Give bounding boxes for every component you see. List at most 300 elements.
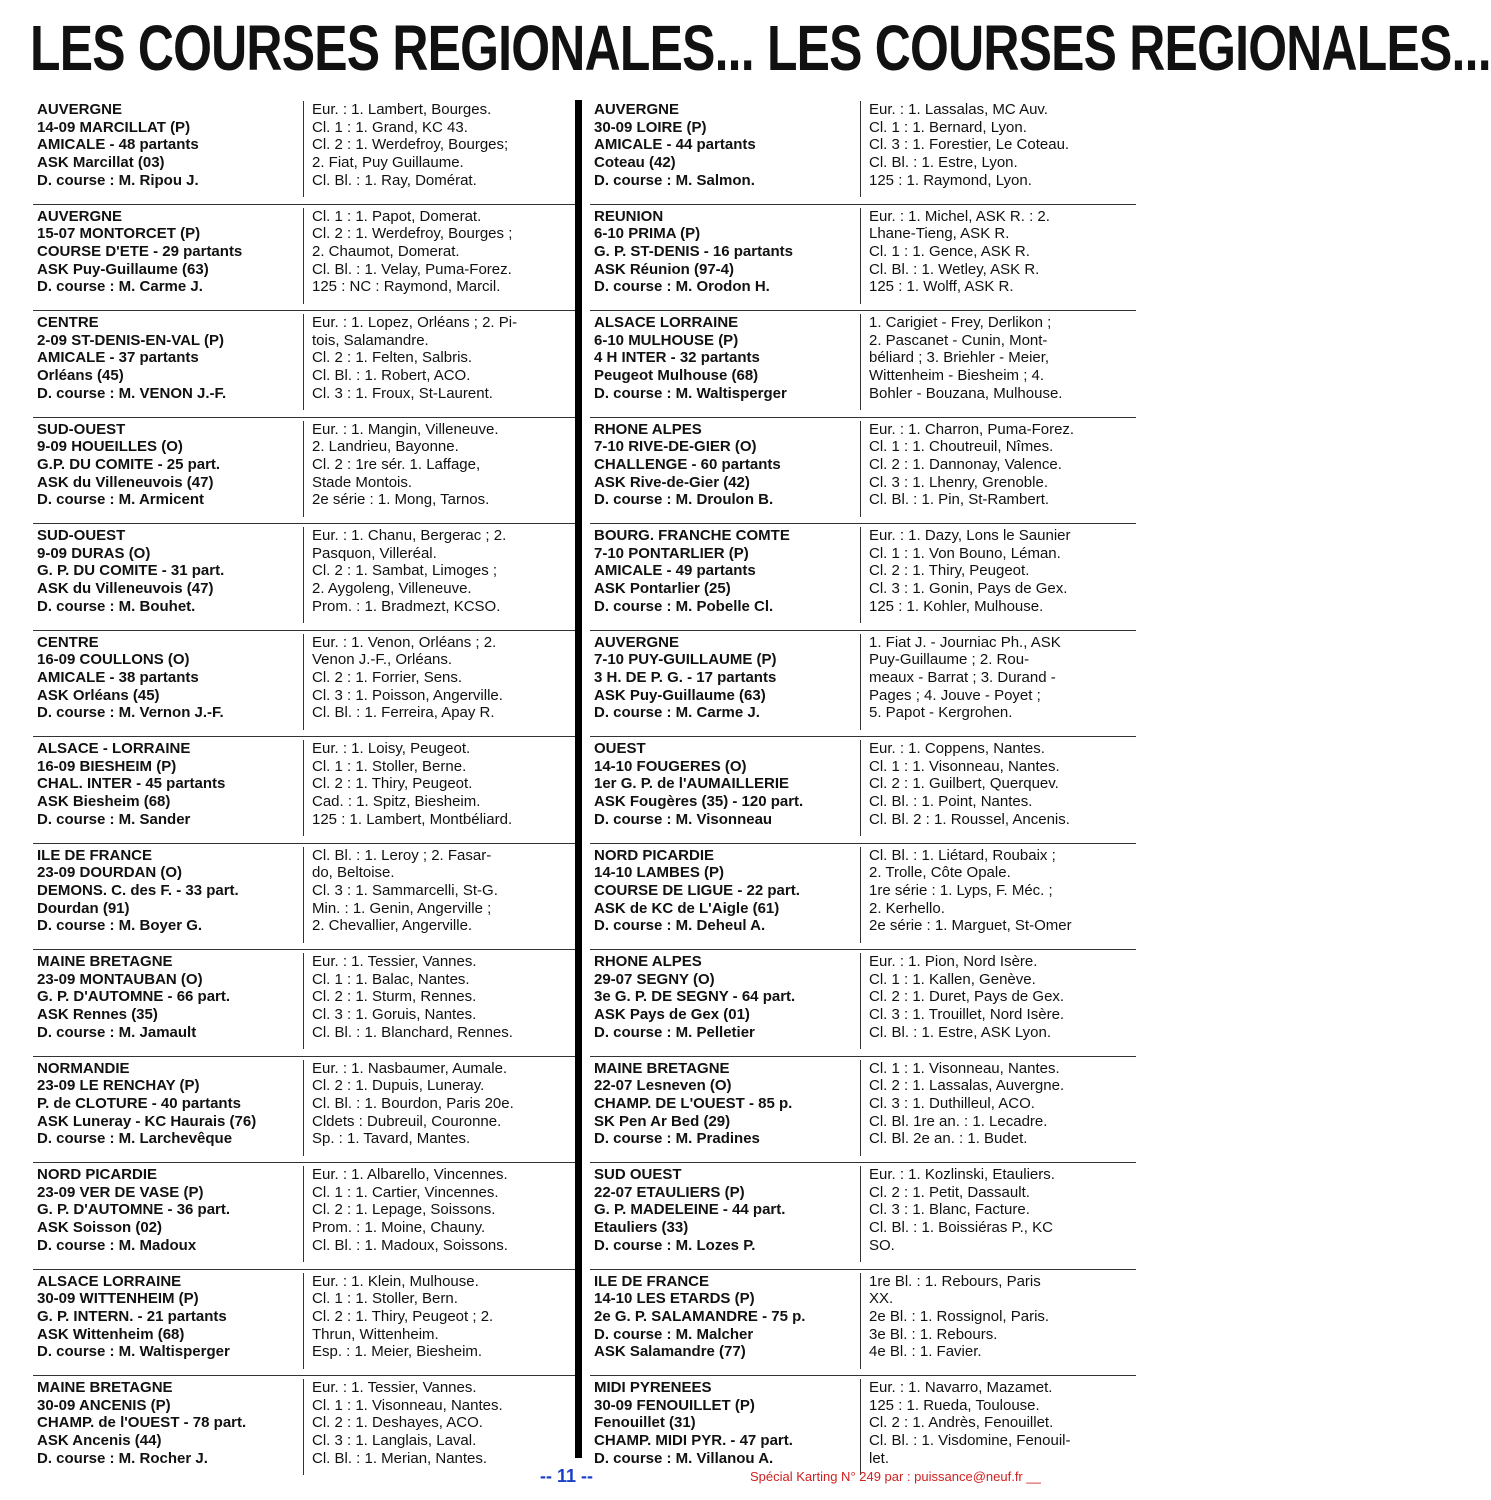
race-info-line: 23-09 DOURDAN (O) <box>37 864 183 882</box>
result-line: Cl. 2 : 1re sér. 1. Laffage, <box>312 455 481 473</box>
result-line: Cl. 2 : 1. Dupuis, Luneray. <box>312 1077 485 1095</box>
race-info-line: 23-09 LE RENCHAY (P) <box>37 1077 200 1095</box>
race-results <box>303 1166 575 1262</box>
race-info-line: Peugeot Mulhouse (68) <box>594 367 759 385</box>
race-info-line: D. course : M. Salmon. <box>594 171 755 189</box>
result-line: let. <box>869 1449 890 1467</box>
result-line: Eur. : 1. Mangin, Villeneuve. <box>312 420 499 438</box>
race-info-line: ASK Puy-Guillaume (63) <box>594 686 766 704</box>
race-info-line: ASK Réunion (97-4) <box>594 260 735 278</box>
race-info-line: 7-10 PUY-GUILLAUME (P) <box>594 651 777 669</box>
race-info <box>37 634 299 723</box>
race-results <box>860 634 1132 730</box>
race-info-line: D. course : M. Deheul A. <box>594 917 766 935</box>
race-info-line: RHONE ALPES <box>594 953 702 970</box>
race-results <box>860 101 1132 197</box>
race-info-line: G. P. INTERN. - 21 partants <box>37 1307 227 1325</box>
race-entry <box>33 950 579 1057</box>
result-line: Cl. 2 : 1. Duret, Pays de Gex. <box>869 988 1065 1006</box>
result-line: Cl. 2 : 1. Thiry, Peugeot ; 2. <box>312 1307 494 1325</box>
result-line: Eur. : 1. Nasbaumer, Aumale. <box>312 1059 508 1077</box>
result-line: Wittenheim - Biesheim ; 4. <box>869 367 1045 385</box>
result-line: Cl. 2 : 1. Werdefroy, Bourges; <box>312 136 509 154</box>
result-line: Cl. 2 : 1. Sturm, Rennes. <box>312 988 477 1006</box>
race-info-line: 2-09 ST-DENIS-EN-VAL (P) <box>37 331 224 349</box>
race-info <box>37 847 299 936</box>
result-line: Eur. : 1. Lopez, Orléans ; 2. Pi- <box>312 314 518 331</box>
result-line: 1. Fiat J. - Journiac Ph., ASK <box>869 633 1061 651</box>
race-entry <box>590 1057 1136 1164</box>
result-line: Venon J.-F., Orléans. <box>312 651 453 669</box>
result-line: Cl. Bl. : 1. Leroy ; 2. Fasar- <box>312 846 492 864</box>
race-info <box>594 1166 856 1255</box>
race-info-line: Fenouillet (31) <box>594 1414 696 1432</box>
race-entry <box>590 844 1136 951</box>
race-info-line: G. P. D'AUTOMNE - 66 part. <box>37 988 231 1006</box>
race-info-line: SUD-OUEST <box>37 527 126 544</box>
race-info <box>37 314 299 403</box>
race-info <box>594 421 856 510</box>
result-line: Cl. 2 : 1. Petit, Dassault. <box>869 1183 1030 1201</box>
race-info-line: D. course : M. Carme J. <box>594 704 760 722</box>
race-results <box>303 847 575 943</box>
race-info-line: CHAMP. de l'OUEST - 78 part. <box>37 1414 247 1432</box>
race-info-line: ASK Marcillat (03) <box>37 154 165 172</box>
result-line: Prom. : 1. Bradmezt, KCSO. <box>312 597 501 615</box>
race-entry <box>590 950 1136 1057</box>
race-info-line: SUD OUEST <box>594 1166 682 1183</box>
result-line: Cl. Bl. : 1. Point, Nantes. <box>869 793 1033 811</box>
race-info-line: CHAMP. DE L'OUEST - 85 p. <box>594 1094 793 1112</box>
result-line: Cl. 2 : 1. Lepage, Soissons. <box>312 1201 496 1219</box>
race-info-line: 7-10 PONTARLIER (P) <box>594 544 749 562</box>
race-info-line: OUEST <box>594 740 646 757</box>
result-line: 2e Bl. : 1. Rossignol, Paris. <box>869 1307 1050 1325</box>
race-info-line: NORD PICARDIE <box>594 846 715 864</box>
race-info-line: REUNION <box>594 207 664 225</box>
race-results <box>860 314 1132 410</box>
race-results <box>303 527 575 623</box>
result-line: Eur. : 1. Klein, Mulhouse. <box>312 1272 479 1290</box>
result-line: Cl. Bl. : 1. Estre, ASK Lyon. <box>869 1023 1052 1041</box>
race-info-line: CENTRE <box>37 633 99 651</box>
race-info-line: G. P. DU COMITE - 31 part. <box>37 562 225 580</box>
result-line: Eur. : 1. Kozlinski, Etauliers. <box>869 1166 1055 1183</box>
race-info-line: CENTRE <box>37 314 99 331</box>
race-results <box>860 953 1132 1049</box>
result-line: Cl. 2 : 1. Dannonay, Valence. <box>869 455 1062 473</box>
result-line: Cl. 3 : 1. Lhenry, Grenoble. <box>869 473 1048 491</box>
race-info-line: AUVERGNE <box>37 207 123 225</box>
race-info-line: ASK Biesheim (68) <box>37 793 171 811</box>
race-info <box>594 953 856 1042</box>
race-info-line: 1er G. P. de l'AUMAILLERIE <box>594 775 789 793</box>
result-line: 1re Bl. : 1. Rebours, Paris <box>869 1272 1041 1290</box>
result-line: Cl. Bl. : 1. Robert, ACO. <box>312 367 471 385</box>
result-line: Lhane-Tieng, ASK R. <box>869 225 1010 243</box>
race-entry <box>33 1376 579 1483</box>
race-info-line: NORD PICARDIE <box>37 1166 158 1183</box>
race-info-line: Dourdan (91) <box>37 899 130 917</box>
race-info-line: 14-10 LES ETARDS (P) <box>594 1290 755 1308</box>
race-results <box>860 1166 1132 1262</box>
race-results <box>303 740 575 836</box>
race-info-line: 16-09 COULLONS (O) <box>37 651 190 669</box>
result-line: 125 : 1. Raymond, Lyon. <box>869 171 1032 189</box>
race-info-line: ALSACE LORRAINE <box>37 1272 182 1290</box>
race-info-line: G. P. D'AUTOMNE - 36 part. <box>37 1201 231 1219</box>
race-results <box>303 421 575 517</box>
race-entry <box>590 524 1136 631</box>
result-line: Min. : 1. Genin, Angerville ; <box>312 899 492 917</box>
result-line: XX. <box>869 1290 894 1308</box>
result-line: do, Beltoise. <box>312 864 395 882</box>
race-info-line: ALSACE - LORRAINE <box>37 740 191 757</box>
result-line: Eur. : 1. Dazy, Lons le Saunier <box>869 527 1071 544</box>
result-line: Esp. : 1. Meier, Biesheim. <box>312 1343 483 1361</box>
race-info-line: COURSE D'ETE - 29 partants <box>37 242 243 260</box>
result-line: 2. Aygoleng, Villeneuve. <box>312 580 472 598</box>
race-info-line: 3 H. DE P. G. - 17 partants <box>594 668 777 686</box>
race-info-line: D. course : M. Sander <box>37 810 191 828</box>
race-entry <box>33 631 579 738</box>
result-line: Cl. 2 : 1. Forrier, Sens. <box>312 668 463 686</box>
race-entry <box>33 844 579 951</box>
race-info-line: BOURG. FRANCHE COMTE <box>594 527 790 544</box>
race-info-line: ASK du Villeneuvois (47) <box>37 580 214 598</box>
result-line: Cad. : 1. Spitz, Biesheim. <box>312 793 481 811</box>
race-results <box>303 634 575 730</box>
race-info-line: ASK de KC de L'Aigle (61) <box>594 899 780 917</box>
race-entry <box>590 631 1136 738</box>
page-title: LES COURSES REGIONALES... LES COURSES REGIONALES... <box>30 12 1491 84</box>
race-entry <box>590 98 1136 205</box>
race-entry <box>590 205 1136 312</box>
result-line: Cl. 3 : 1. Sammarcelli, St-G. <box>312 881 498 899</box>
result-line: Cl. Bl. : 1. Boissiéras P., KC <box>869 1219 1053 1237</box>
race-info-line: 14-10 LAMBES (P) <box>594 864 725 882</box>
result-line: Thrun, Wittenheim. <box>312 1325 439 1343</box>
race-info-line: Coteau (42) <box>594 154 676 172</box>
result-line: Cl. Bl. : 1. Ray, Domérat. <box>312 171 477 189</box>
result-line: Cl. 3 : 1. Langlais, Laval. <box>312 1432 477 1450</box>
result-line: Cl. 3 : 1. Froux, St-Laurent. <box>312 384 493 402</box>
race-info-line: Etauliers (33) <box>594 1219 689 1237</box>
race-info-line: AUVERGNE <box>594 101 680 118</box>
race-info-line: D. course : M. Pobelle Cl. <box>594 597 774 615</box>
result-line: 1. Carigiet - Frey, Derlikon ; <box>869 314 1052 331</box>
result-line: Eur. : 1. Charron, Puma-Forez. <box>869 420 1075 438</box>
race-info-line: D. course : M. Ripou J. <box>37 171 199 189</box>
race-info-line: Orléans (45) <box>37 367 124 385</box>
race-info-line: 30-09 WITTENHEIM (P) <box>37 1290 199 1308</box>
result-line: Cl. Bl. 1re an. : 1. Lecadre. <box>869 1112 1048 1130</box>
result-line: Cl. 2 : 1. Thiry, Peugeot. <box>312 775 473 793</box>
result-line: Cl. 1 : 1. Papot, Domerat. <box>312 207 482 225</box>
result-line: 2. Chevallier, Angerville. <box>312 917 473 935</box>
footer-credit: Spécial Karting N° 249 par : puissance@neuf.fr __ <box>750 1469 1041 1484</box>
race-info-line: 9-09 DURAS (O) <box>37 544 151 562</box>
race-results <box>303 1273 575 1369</box>
result-line: Cl. 3 : 1. Forestier, Le Coteau. <box>869 136 1070 154</box>
race-entry <box>590 1376 1136 1483</box>
result-line: Cl. 1 : 1. Balac, Nantes. <box>312 970 470 988</box>
result-line: Puy-Guillaume ; 2. Rou- <box>869 651 1030 669</box>
race-info-line: 23-09 VER DE VASE (P) <box>37 1183 204 1201</box>
race-info-line: ASK Wittenheim (68) <box>37 1325 185 1343</box>
race-info-line: NORMANDIE <box>37 1059 130 1077</box>
race-info-line: ASK Pontarlier (25) <box>594 580 731 598</box>
right-column <box>590 98 1136 1483</box>
race-info <box>37 740 299 829</box>
race-info-line: MAINE BRETAGNE <box>594 1059 730 1077</box>
result-line: Cl. Bl. : 1. Ferreira, Apay R. <box>312 704 495 722</box>
race-entry <box>33 205 579 312</box>
result-line: Eur. : 1. Lassalas, MC Auv. <box>869 101 1048 118</box>
result-line: Eur. : 1. Coppens, Nantes. <box>869 740 1045 757</box>
race-info-line: ASK du Villeneuvois (47) <box>37 473 214 491</box>
result-line: Eur. : 1. Navarro, Mazamet. <box>869 1379 1053 1396</box>
race-info-line: D. course : M. Lozes P. <box>594 1236 756 1254</box>
race-info-line: D. course : M. Waltisperger <box>37 1343 230 1361</box>
race-results <box>860 740 1132 836</box>
result-line: Cl. 1 : 1. Stoller, Berne. <box>312 757 467 775</box>
result-line: Cl. Bl. : 1. Merian, Nantes. <box>312 1449 488 1467</box>
race-info-line: 14-10 FOUGERES (O) <box>594 757 747 775</box>
race-info <box>37 101 299 190</box>
race-info-line: D. course : M. Vernon J.-F. <box>37 704 224 722</box>
result-line: Cl. Bl. : 1. Liétard, Roubaix ; <box>869 846 1056 864</box>
race-info-line: CHAMP. MIDI PYR. - 47 part. <box>594 1432 793 1450</box>
result-line: Cl. 1 : 1. Choutreuil, Nîmes. <box>869 438 1054 456</box>
result-line: Eur. : 1. Chanu, Bergerac ; 2. <box>312 527 507 544</box>
race-info-line: ASK Ancenis (44) <box>37 1432 162 1450</box>
result-line: meaux - Barrat ; 3. Durand - <box>869 668 1056 686</box>
race-info-line: MIDI PYRENEES <box>594 1379 712 1396</box>
result-line: 3e Bl. : 1. Rebours. <box>869 1325 998 1343</box>
race-info-line: D. course : M. VENON J.-F. <box>37 384 227 402</box>
result-line: Cl. 2 : 1. Andrès, Fenouillet. <box>869 1414 1054 1432</box>
result-line: tois, Salamandre. <box>312 331 429 349</box>
race-info-line: 2e G. P. SALAMANDRE - 75 p. <box>594 1307 806 1325</box>
race-results <box>303 1060 575 1156</box>
result-line: Stade Montois. <box>312 473 413 491</box>
race-info-line: MAINE BRETAGNE <box>37 1379 173 1396</box>
race-info-line: 30-09 FENOUILLET (P) <box>594 1396 755 1414</box>
race-info <box>594 847 856 936</box>
result-line: Prom. : 1. Moine, Chauny. <box>312 1219 486 1237</box>
race-results <box>860 1379 1132 1475</box>
result-line: 2. Kerhello. <box>869 899 945 917</box>
race-info-line: 30-09 ANCENIS (P) <box>37 1396 171 1414</box>
result-line: Cl. 1 : 1. Cartier, Vincennes. <box>312 1183 499 1201</box>
result-line: 2e série : 1. Marguet, St-Omer <box>869 917 1072 935</box>
result-line: 2. Pascanet - Cunin, Mont- <box>869 331 1048 349</box>
result-line: 2. Trolle, Côte Opale. <box>869 864 1011 882</box>
race-entry <box>33 311 579 418</box>
race-entry <box>590 1163 1136 1270</box>
race-info <box>37 1166 299 1255</box>
result-line: 2. Chaumot, Domerat. <box>312 242 460 260</box>
race-info-line: AMICALE - 49 partants <box>594 562 756 580</box>
race-info-line: D. course : M. Rocher J. <box>37 1449 208 1467</box>
race-info-line: COURSE DE LIGUE - 22 part. <box>594 881 800 899</box>
result-line: 5. Papot - Kergrohen. <box>869 704 1013 722</box>
result-line: Eur. : 1. Tessier, Vannes. <box>312 1379 477 1396</box>
result-line: Cl. 1 : 1. Kallen, Genève. <box>869 970 1036 988</box>
race-info-line: 22-07 Lesneven (O) <box>594 1077 732 1095</box>
race-entry <box>33 1163 579 1270</box>
result-line: SO. <box>869 1236 895 1254</box>
result-line: Bohler - Bouzana, Mulhouse. <box>869 384 1063 402</box>
race-info-line: D. course : M. Villanou A. <box>594 1449 774 1467</box>
race-entry <box>590 418 1136 525</box>
race-info-line: 30-09 LOIRE (P) <box>594 118 707 136</box>
result-line: Pages ; 4. Jouve - Poyet ; <box>869 686 1041 704</box>
race-info-line: D. course : M. Boyer G. <box>37 917 203 935</box>
left-column <box>33 98 579 1483</box>
result-line: Cl. 1 : 1. Gence, ASK R. <box>869 242 1030 260</box>
race-info-line: AMICALE - 48 partants <box>37 136 199 154</box>
race-info-line: ASK Orléans (45) <box>37 686 160 704</box>
race-info <box>37 1379 299 1468</box>
race-info-line: D. course : M. Pelletier <box>594 1023 755 1041</box>
result-line: Eur. : 1. Tessier, Vannes. <box>312 953 477 970</box>
race-info-line: ASK Salamandre (77) <box>594 1343 746 1361</box>
race-results <box>303 314 575 410</box>
race-info <box>37 1060 299 1149</box>
race-info-line: DEMONS. C. des F. - 33 part. <box>37 881 239 899</box>
race-entry <box>33 1270 579 1377</box>
race-info-line: D. course : M. Droulon B. <box>594 491 774 509</box>
race-results <box>303 1379 575 1475</box>
race-info-line: D. course : M. Waltisperger <box>594 384 787 402</box>
result-line: Cl. 3 : 1. Gonin, Pays de Gex. <box>869 580 1068 598</box>
result-line: Cl. 2 : 1. Sambat, Limoges ; <box>312 562 498 580</box>
race-info-line: 6-10 MULHOUSE (P) <box>594 331 739 349</box>
race-results <box>303 953 575 1049</box>
race-info-line: ASK Rive-de-Gier (42) <box>594 473 750 491</box>
race-results <box>860 1060 1132 1156</box>
result-line: Cl. Bl. : 1. Wetley, ASK R. <box>869 260 1040 278</box>
race-info-line: G. P. ST-DENIS - 16 partants <box>594 242 793 260</box>
race-info-line: D. course : M. Armicent <box>37 491 204 509</box>
race-info-line: 15-07 MONTORCET (P) <box>37 225 201 243</box>
race-entry <box>33 1057 579 1164</box>
race-info <box>594 1379 856 1468</box>
result-line: Cl. 1 : 1. Visonneau, Nantes. <box>312 1396 503 1414</box>
race-entry <box>590 737 1136 844</box>
result-line: Cl. 1 : 1. Visonneau, Nantes. <box>869 757 1060 775</box>
race-results <box>303 101 575 197</box>
race-info-line: 23-09 MONTAUBAN (O) <box>37 970 203 988</box>
race-info-line: 4 H INTER - 32 partants <box>594 349 760 367</box>
race-info-line: 22-07 ETAULIERS (P) <box>594 1183 745 1201</box>
race-results <box>860 208 1132 304</box>
race-info <box>594 208 856 297</box>
result-line: Cl. 3 : 1. Poisson, Angerville. <box>312 686 503 704</box>
race-info-line: D. course : M. Bouhet. <box>37 597 196 615</box>
result-line: Cl. 2 : 1. Deshayes, ACO. <box>312 1414 483 1432</box>
race-info-line: AUVERGNE <box>37 101 123 118</box>
race-info-line: CHALLENGE - 60 partants <box>594 455 781 473</box>
race-info <box>37 421 299 510</box>
race-entry <box>33 98 579 205</box>
result-line: 2. Landrieu, Bayonne. <box>312 438 459 456</box>
race-info-line: D. course : M. Madoux <box>37 1236 197 1254</box>
result-line: Cl. 3 : 1. Duthilleul, ACO. <box>869 1094 1035 1112</box>
race-entry <box>33 418 579 525</box>
result-line: Cl. Bl. : 1. Madoux, Soissons. <box>312 1236 508 1254</box>
result-line: Pasquon, Villeréal. <box>312 544 437 562</box>
result-line: Eur. : 1. Loisy, Peugeot. <box>312 740 471 757</box>
race-info <box>594 634 856 723</box>
race-info-line: G.P. DU COMITE - 25 part. <box>37 455 221 473</box>
result-line: Eur. : 1. Lambert, Bourges. <box>312 101 492 118</box>
race-info-line: ASK Luneray - KC Haurais (76) <box>37 1112 257 1130</box>
result-line: 125 : 1. Rueda, Toulouse. <box>869 1396 1040 1414</box>
result-line: Sp. : 1. Tavard, Mantes. <box>312 1130 471 1148</box>
result-line: Cl. Bl. : 1. Blanchard, Rennes. <box>312 1023 513 1041</box>
race-info-line: D. course : M. Carme J. <box>37 278 203 296</box>
result-line: Cl. 2 : 1. Thiry, Peugeot. <box>869 562 1030 580</box>
race-entry <box>590 311 1136 418</box>
result-line: Cl. Bl. : 1. Visdomine, Fenouil- <box>869 1432 1071 1450</box>
race-entry <box>590 1270 1136 1377</box>
result-line: Cl. Bl. : 1. Velay, Puma-Forez. <box>312 260 512 278</box>
race-info-line: CHAL. INTER - 45 partants <box>37 775 226 793</box>
race-info-line: RHONE ALPES <box>594 420 702 438</box>
race-info-line: D. course : M. Pradines <box>594 1130 760 1148</box>
race-info-line: AMICALE - 37 partants <box>37 349 199 367</box>
result-line: Cl. 2 : 1. Felten, Salbris. <box>312 349 473 367</box>
result-line: Cl. Bl. : 1. Pin, St-Rambert. <box>869 491 1050 509</box>
race-results <box>860 847 1132 943</box>
result-line: Eur. : 1. Venon, Orléans ; 2. <box>312 633 497 651</box>
race-info-line: ASK Puy-Guillaume (63) <box>37 260 209 278</box>
race-info-line: P. de CLOTURE - 40 partants <box>37 1094 241 1112</box>
result-line: 2e série : 1. Mong, Tarnos. <box>312 491 490 509</box>
page-number: -- 11 -- <box>540 1466 594 1486</box>
result-line: 1re série : 1. Lyps, F. Méc. ; <box>869 881 1053 899</box>
race-info-line: ASK Pays de Gex (01) <box>594 1006 750 1024</box>
result-line: Cldets : Dubreuil, Couronne. <box>312 1112 502 1130</box>
race-info <box>37 1273 299 1362</box>
race-info-line: D. course : M. Orodon H. <box>594 278 770 296</box>
race-info-line: 16-09 BIESHEIM (P) <box>37 757 177 775</box>
result-line: Cl. Bl. 2e an. : 1. Budet. <box>869 1130 1028 1148</box>
result-line: 125 : NC : Raymond, Marcil. <box>312 278 501 296</box>
result-line: Cl. 3 : 1. Goruis, Nantes. <box>312 1006 477 1024</box>
race-info <box>37 953 299 1042</box>
result-line: Cl. 2 : 1. Werdefroy, Bourges ; <box>312 225 513 243</box>
result-line: Cl. 1 : 1. Grand, KC 43. <box>312 118 468 136</box>
race-info-line: ASK Soisson (02) <box>37 1219 163 1237</box>
race-info-line: ILE DE FRANCE <box>594 1272 710 1290</box>
race-info <box>594 1273 856 1362</box>
result-line: Eur. : 1. Pion, Nord Isère. <box>869 953 1038 970</box>
race-info-line: ASK Fougères (35) - 120 part. <box>594 793 804 811</box>
result-line: béliard ; 3. Briehler - Meier, <box>869 349 1050 367</box>
race-results <box>860 1273 1132 1369</box>
race-info-line: AUVERGNE <box>594 633 680 651</box>
result-line: 125 : 1. Lambert, Montbéliard. <box>312 810 513 828</box>
race-info <box>594 740 856 829</box>
race-info-line: SUD-OUEST <box>37 420 126 438</box>
race-info-line: 3e G. P. DE SEGNY - 64 part. <box>594 988 796 1006</box>
race-info-line: MAINE BRETAGNE <box>37 953 173 970</box>
race-entry <box>33 737 579 844</box>
